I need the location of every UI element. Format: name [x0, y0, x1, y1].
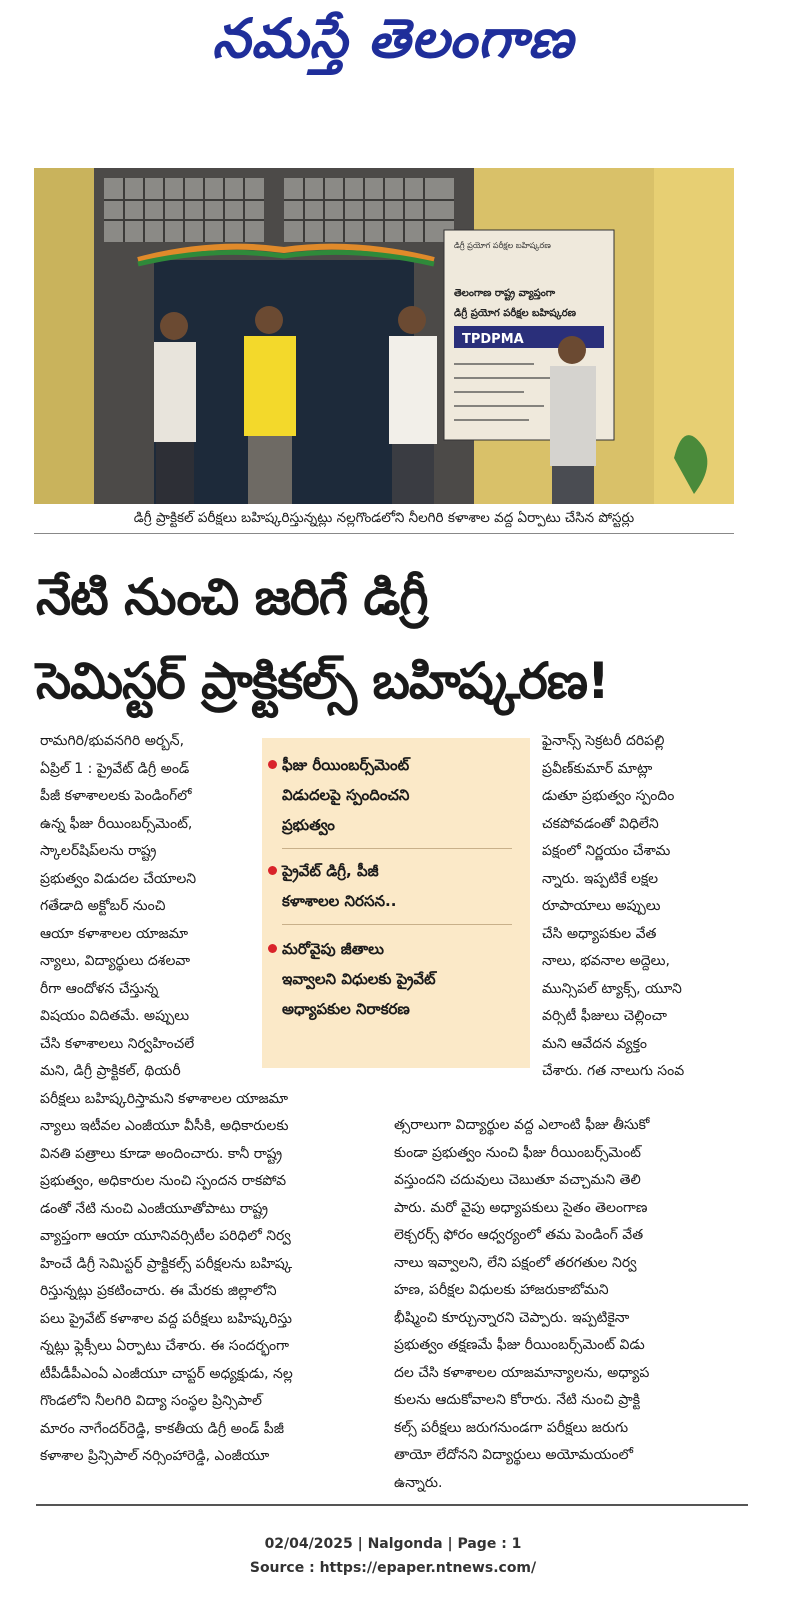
text-line: నాలు, భవనాల అద్దెలు,	[542, 953, 670, 969]
text-line: డంతో నేటి నుంచి ఎంజీయూతోపాటు రాష్ట్ర	[40, 1200, 269, 1217]
text-line: న్నట్లు ఫ్లెక్సీలు ఏర్పాటు చేశారు. ఈ సందర్భంగా	[40, 1338, 290, 1354]
text-line: ఆయా కళాశాలల యాజమా	[40, 925, 189, 942]
text-line: చేసి కళాశాలలు నిర్వహించలే	[40, 1035, 195, 1052]
divider	[36, 1504, 748, 1506]
text-line: విషయం విదితమే. అప్పులు	[40, 1008, 190, 1024]
masthead-logo: నమస్తే తెలంగాణ	[212, 6, 574, 70]
text-line: రీగా ఆందోళన చేస్తున్న	[40, 980, 159, 997]
text-line: తాయో లేదోనని విద్యార్థులు అయోమయంలో	[394, 1447, 633, 1463]
text-line: పీజీ కళాశాలలకు పెండింగ్‌లో	[40, 788, 192, 804]
poster-line: డిగ్రీ ప్రయోగ పరీక్షల బహిష్కరణ	[454, 241, 551, 250]
text-line: ఉన్న ఫీజు రీయింబర్స్‌మెంట్,	[40, 815, 193, 832]
highlight-line: ప్రైవేట్ డిగ్రీ, పీజీ	[282, 862, 379, 880]
text-line: వినతి పత్రాలు కూడా అందించారు. కానీ రాష్ట్ర	[40, 1145, 283, 1162]
text-line: న్నారు. ఇప్పటికే లక్షల	[542, 870, 659, 887]
text-line: కులను ఆదుకోవాలని కోరారు. నేటి నుంచి ప్రాక్టి	[394, 1392, 641, 1408]
text-line: దల చేసి కళాశాలల యాజమాన్యాలను, అధ్యాప	[394, 1364, 650, 1381]
news-photo	[34, 168, 734, 504]
text-line: స్కాలర్‌షిప్‌లను రాష్ట్ర	[40, 843, 157, 859]
bullet-icon	[268, 944, 277, 953]
text-line: పరీక్షలు బహిష్కరిస్తామని కళాశాలల యాజమా	[40, 1090, 289, 1107]
text-line: రిస్తున్నట్లు ప్రకటించారు. ఈ మేరకు జిల్లాలోని	[40, 1283, 277, 1299]
text-line: గతేడాది అక్టోబర్ నుంచి	[40, 898, 166, 914]
divider	[282, 924, 512, 925]
text-line: కళాశాల ప్రిన్సిపాల్ నర్సింహారెడ్డి, ఎంజీయూ	[40, 1448, 270, 1464]
poster-line: డిగ్రీ ప్రయోగ పరీక్షల బహిష్కరణ	[454, 308, 576, 319]
text-line: లెక్చరర్స్ ఫోరం ఆధ్వర్యంలో తమ పెండింగ్ వేత	[394, 1227, 644, 1243]
highlight-item	[282, 934, 436, 1024]
text-line: త్సరాలుగా విద్యార్థుల వద్ద ఎలాంటి ఫీజు తీసుకో	[394, 1117, 650, 1133]
text-line: న్యాలు ఇటీవల ఎంజీయూ వీసీకి, అధికారులకు	[40, 1118, 289, 1134]
text-line: కల్స్ పరీక్షలు జరుగనుండగా పరీక్షలు జరుగు	[394, 1419, 629, 1436]
text-line: మున్సిపల్ ట్యాక్స్, యూని	[542, 980, 682, 997]
highlight-item	[282, 856, 396, 916]
photo-scene	[34, 168, 734, 504]
text-line: న్యాలు, విద్యార్థులు దశలవా	[40, 953, 191, 969]
text-line: పక్షంలో నిర్ణయం చేశామ	[542, 843, 671, 859]
text-line: మారం నాగేందర్‌రెడ్డి, కాకతీయ డిగ్రీ అండ్ పీజీ	[40, 1420, 284, 1437]
text-line: రామగిరి/భువనగిరి అర్బన్,	[40, 733, 185, 749]
bullet-icon	[268, 866, 277, 875]
headline-line-1: నేటి నుంచి జరిగే డిగ్రీ	[36, 568, 428, 626]
footer-source: Source : https://epaper.ntnews.com/	[249, 1560, 537, 1576]
poster-badge: TPDPMA	[462, 332, 524, 347]
text-line: ప్రభుత్వం విడుదల చేయాలని	[40, 870, 197, 887]
text-line: చేసి అధ్యాపకుల వేత	[542, 925, 657, 942]
right-column	[542, 728, 732, 1086]
divider	[282, 848, 512, 849]
poster-line: తెలంగాణ రాష్ట్ర వ్యాప్తంగా	[454, 288, 556, 299]
text-line: చకపోవడంతో విధిలేని	[542, 815, 659, 832]
text-line: నాలు ఇవ్వాలని, లేని పక్షంలో తరగతుల నిర్వ	[394, 1254, 637, 1271]
text-line: ప్రభుత్వం, అధికారుల నుంచి స్పందన రాకపోవ	[40, 1173, 287, 1189]
text-line: ఉన్నారు.	[394, 1474, 443, 1491]
text-line: వస్తుందని చదువులు చెబుతూ వచ్చామని తెలి	[394, 1172, 641, 1188]
highlight-item	[282, 750, 409, 840]
highlight-line: అధ్యాపకుల నిరాకరణ	[282, 1000, 410, 1018]
text-line: మని, డిగ్రీ ప్రాక్టికల్, థియరీ	[40, 1063, 181, 1079]
highlight-line: ఇవ్వాలని విధులకు ప్రైవేట్	[282, 970, 436, 988]
highlight-line: విడుదలపై స్పందించని	[282, 786, 410, 804]
text-line: హణ, పరీక్షల విధులకు హాజరుకాబోమని	[394, 1282, 609, 1298]
text-line: పారు. మరో వైపు అధ్యాపకులు సైతం తెలంగాణ	[394, 1199, 648, 1216]
footer-date-edition: 02/04/2025 | Nalgonda | Page : 1	[264, 1536, 522, 1552]
bottom-column	[394, 1112, 734, 1497]
text-line: వ్యాప్తంగా ఆయా యూనివర్సిటీల పరిధిలో నిర్వ	[40, 1228, 291, 1244]
highlights-box	[262, 738, 530, 1068]
text-line: భీష్మించి కూర్చున్నారని చెప్పారు. ఇప్పటికైనా	[394, 1309, 630, 1326]
photo-caption: డిగ్రీ ప్రాక్టికల్ పరీక్షలు బహిష్కరిస్తున్నట్లు నల్లగొండలోని నీలగిరి కళాశాల వద్ద ఏర్పాటు చేసిన పోస్టర్లు	[34, 510, 734, 534]
text-line: రూపాయాలు అప్పులు	[542, 898, 661, 914]
highlight-line: ఫీజు రీయింబర్స్‌మెంట్	[282, 756, 410, 774]
text-line: వర్సిటీ ఫీజులు చెల్లించా	[542, 1008, 667, 1024]
text-line: కుండా ప్రభుత్వం నుంచి ఫీజు రీయింబర్స్‌మెంట్	[394, 1144, 641, 1161]
text-line: గొండలోని నీలగిరి విద్యా సంస్థల ప్రిన్సిపాల్	[40, 1393, 262, 1409]
highlight-line: ప్రభుత్వం	[282, 816, 335, 834]
highlight-line: మరోవైపు జీతాలు	[282, 940, 384, 958]
text-line: ప్రవీణ్‌కుమార్ మాట్లా	[542, 760, 653, 777]
text-line: చేశారు. గత నాలుగు సంవ	[542, 1063, 685, 1079]
text-line: డుతూ ప్రభుత్వం స్పందిం	[542, 788, 675, 804]
text-line: టీపీడీపీఎంఏ ఎంజీయూ చాప్టర్ అధ్యక్షుడు, నల్ల	[40, 1365, 293, 1382]
text-line: మని ఆవేదన వ్యక్తం	[542, 1035, 647, 1052]
text-line: పలు ప్రైవేట్ కళాశాల వద్ద పరీక్షలు బహిష్కరిస్తు	[40, 1310, 293, 1327]
text-line: హించే డిగ్రీ సెమిస్టర్ ప్రాక్టికల్స్ పరీక్షలను బహిష్క	[40, 1255, 293, 1272]
text-line: ప్రభుత్వం తక్షణమే ఫీజు రీయింబర్స్‌మెంట్ విడు	[394, 1337, 645, 1353]
headline-line-2: సెమిస్టర్ ప్రాక్టికల్స్ బహిష్కరణ!	[36, 652, 609, 710]
text-line: ఫైనాన్స్ సెక్రటరీ దరిపల్లి	[542, 733, 665, 749]
bullet-icon	[268, 760, 277, 769]
highlight-line: కళాశాలల నిరసన..	[282, 892, 397, 910]
text-line: ఏప్రిల్ 1 : ప్రైవేట్ డిగ్రీ అండ్	[40, 760, 190, 777]
